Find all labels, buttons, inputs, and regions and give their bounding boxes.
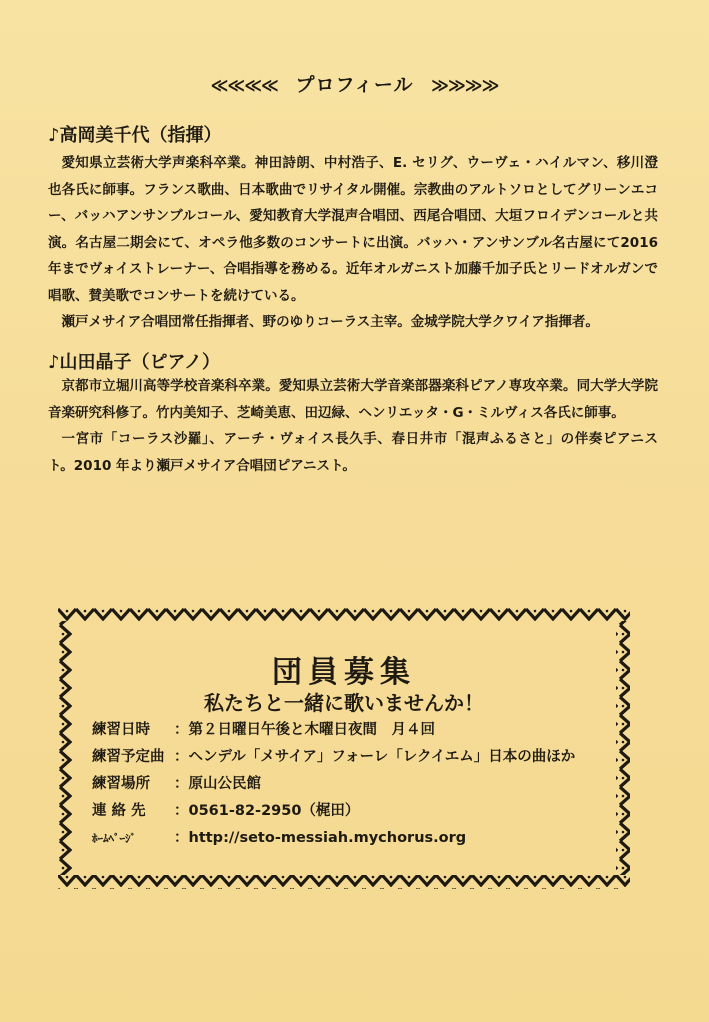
conductor-bio (48, 150, 658, 336)
pianist-bio (48, 373, 658, 479)
recruit-subtitle: 私たちと一緒に歌いませんか！ (204, 691, 484, 715)
practice-schedule-row (92, 717, 612, 744)
row-label: 練習日時 (92, 722, 150, 738)
row-value: ：0561-82-2950（梶田） (174, 803, 360, 819)
row-value: ：原山公民館 (174, 776, 261, 792)
homepage-row (92, 825, 612, 852)
repertoire-row (92, 744, 612, 771)
pianist-bio-paragraph: 京都市立堀川高等学校音楽科卒業。愛知県立芸術大学音楽部器楽科ピアノ専攻卒業。同大学大学院音楽研究科修了。竹内美知子、芝崎美恵、田辺緑、ヘンリエッタ・G・ミルヴィス各氏に師事。 (48, 378, 658, 421)
row-value: ：第２日曜日午後と木曜日夜間 月４回 (174, 722, 435, 738)
profile-title: プロフィール (295, 74, 414, 96)
recruit-title: 団員募集 (272, 655, 416, 690)
row-label: 練習予定曲 (92, 749, 165, 765)
recruitment-box (58, 607, 630, 889)
conductor-bio-paragraph: 瀬戸メサイア合唱団常任指揮者、野のゆりコーラス主宰。金城学院大学クワイア指揮者。 (61, 314, 599, 330)
recruit-details (92, 717, 612, 852)
row-value: ：ヘンデル「メサイア」フォーレ「レクイエム」日本の曲ほか (174, 749, 576, 765)
row-label: 練習場所 (92, 776, 150, 792)
row-label: 連 絡 先 (92, 803, 146, 819)
conductor-name: ♪高岡美千代（指揮） (48, 125, 222, 146)
practice-location-row (92, 771, 612, 798)
pianist-bio-paragraph: 一宮市「コーラス沙羅」、アーチ・ヴォイス長久手、春日井市「混声ふるさと」の伴奏ピアニスト。2010 年より瀬戸メサイア合唱団ピアニスト。 (48, 431, 658, 474)
right-chevron-decoration: ≫≫≫≫ (431, 76, 499, 96)
row-label: ﾎｰﾑﾍﾟｰｼﾞ (92, 832, 136, 845)
pianist-name: ♪山田晶子（ピアノ） (48, 352, 221, 373)
left-chevron-decoration: ≪≪≪≪ (210, 76, 278, 96)
profile-header (0, 70, 709, 97)
conductor-bio-paragraph: 愛知県立芸術大学声楽科卒業。神田詩朗、中村浩子、E. セリグ、ウーヴェ・ハイルマン、移川澄也各氏に師事。フランス歌曲、日本歌曲でリサイタル開催。宗教曲のアルトソロとしてグリーンエコー、バッハアンサンブルコール、愛知教育大学混声合唱団、西尾合唱団、大垣フロイデンコールと共演。名古屋二期会にて、オペラ他多数のコンサートに出演。バッハ・アンサンブル名古屋にて2016年までヴォイストレーナー、合唱指導を務める。近年オルガニスト加藤千加子氏とリードオルガンで唱歌、賛美歌でコンサートを続けている。 (48, 155, 658, 304)
homepage-url: ：http://seto-messiah.mychorus.org (174, 830, 467, 846)
contact-row (92, 798, 612, 825)
